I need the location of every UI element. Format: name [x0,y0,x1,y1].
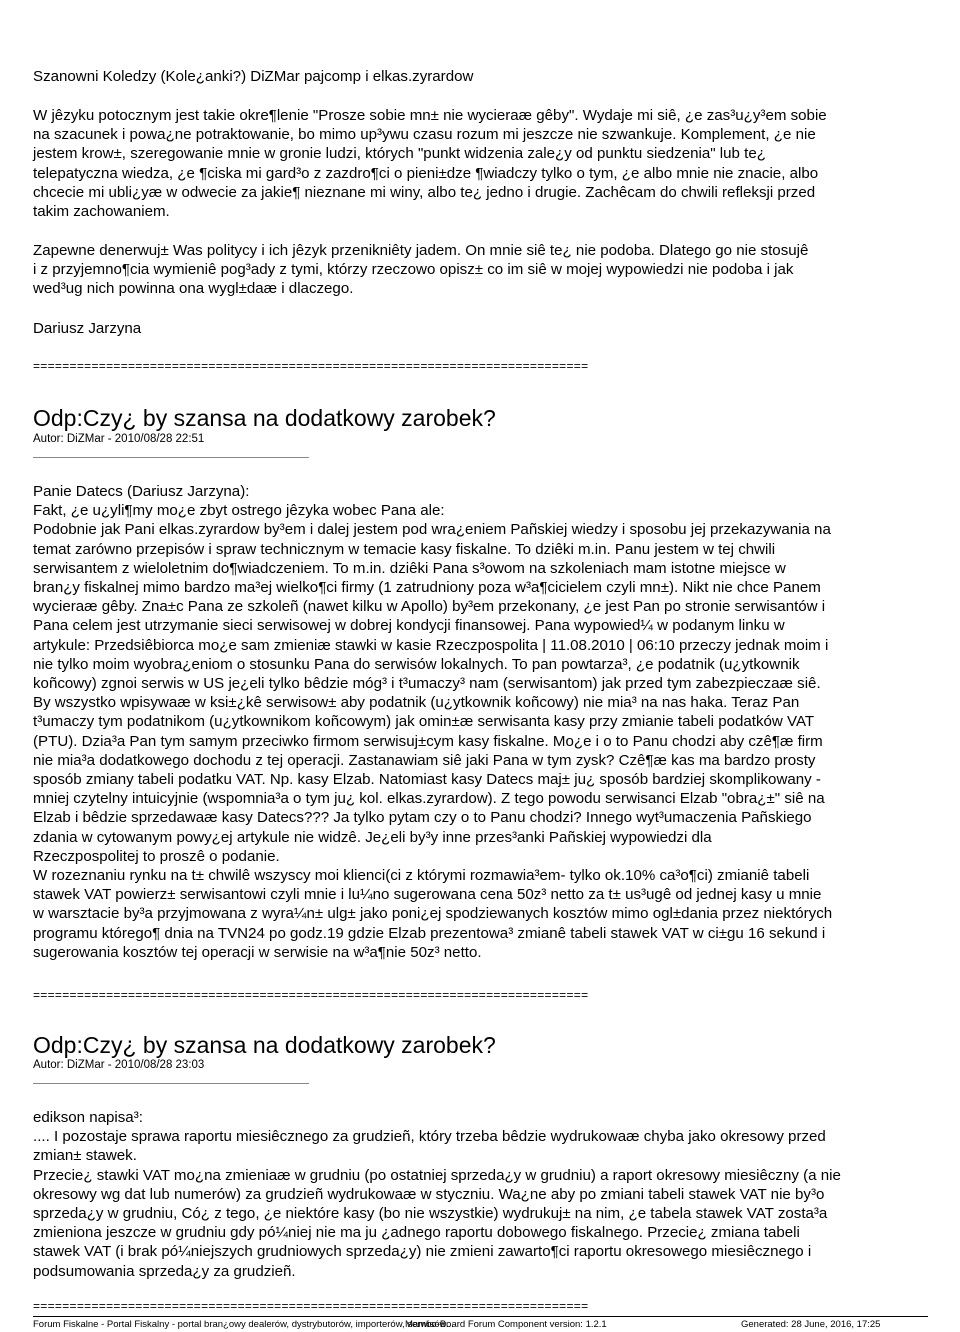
post-author-line: Autor: DiZMar - 2010/08/28 23:03 [33,1059,205,1071]
footer-component-version: Mambo-Board Forum Component version: 1.2.1 [405,1319,607,1330]
post-title: Odp:Czy¿ by szansa na dodatkowy zarobek? [33,1032,496,1058]
footer-divider [33,1316,928,1317]
separator-line: ============================================================================ [33,989,589,1001]
title-underline [33,1083,309,1084]
post-body: edikson napisa³: .... I pozostaje sprawa raportu miesiêcznego za grudzieñ, który trzeba bêdzie wydrukowaæ chyba jako okresowy przed zmian± stawek. Przecie¿ stawki VAT mo¿na zmieniaæ w grudniu (po ostatniej sprzeda¿y w grudniu) a raport okresowy miesiêczny (a nie okresowy wg dat lub numerów) za grudzieñ wydrukowaæ w styczniu. Wa¿ne aby po zmiani tabeli stawek VAT nie by³o sprzeda¿y w grudniu, Có¿ z tego, ¿e niektóre kasy (bo nie wszystkie) wydrukuj± na nim, ¿e tabela stawek VAT zosta³a zmieniona jeszcze w grudniu gdy pó¼niej nie ma ju ¿adnego raportu dobowego fiskalnego. Przecie¿ zmiana tabeli stawek VAT (i brak pó¼niejszych grudniowych sprzeda¿y) nie zmieni zawarto¶ci raportu okresowego miesiêcznego i podsumowania sprzeda¿y za grudzieñ. [33,1109,841,1280]
separator-line: ============================================================================ [33,1300,589,1312]
post-author-line: Autor: DiZMar - 2010/08/28 22:51 [33,433,205,445]
post-paragraph: Zapewne denerwuj± Was politycy i ich jêzyk przenikniêty jadem. On mnie siê te¿ nie podoba. Dlatego go nie stosujê i z przyjemno¶cia wymieniê pog³ady z tymi, którzy rzeczowo opisz± co im siê w mojej wypowiedzi nie podoba i jak wed³ug nich powinna ona wygl±daæ i dlaczego. [33,242,809,298]
separator-line: ============================================================================ [33,360,589,372]
post-paragraph: W jêzyku potocznym jest takie okre¶lenie "Prosze sobie mn± nie wycieraæ gêby". Wydaje mi siê, ¿e zas³u¿y³em sobie na szacunek i powa¿ne potraktowanie, bo mimo up³ywu czasu rozum mi jeszcze nie szwankuje. Komplement, ¿e nie jestem krow±, szeregowanie mnie w gronie ludzi, których "punkt widzenia zale¿y od punktu siedzenia" lub te¿ telepatyczna wiedza, ¿e ¶ciska mi gard³o z zazdro¶ci o pieni±dze ¶wiadczy tylko o tym, ¿e albo mnie nie znacie, albo chcecie mi ubli¿yæ w odwecie za jakie¶ nieznane mi winy, albo te¿ jedno i drugie. Zachêcam do chwili refleksji przed takim zachowaniem. [33,107,827,221]
post-body: Panie Datecs (Dariusz Jarzyna): Fakt, ¿e u¿yli¶my mo¿e zbyt ostrego jêzyka wobec Pana ale: Podobnie jak Pani elkas.zyrardow by³em i dalej jestem pod wra¿eniem Pañskiej wiedzy i sposobu jej przekazywania na temat zarówno przepisów i spraw technicznym w temacie kasy fiskalne. To dziêki m.in. Panu jestem w tej chwili serwisantem z wieloletnim do¶wiadczeniem. To m.in. dziêki Pana s³owom na szkoleniach mam istotne miejsce w bran¿y fiskalnej mimo bardzo ma³ej wielko¶ci firmy (1 zatrudniony poza w³a¶cicielem czyli mn±). Nikt nie chce Panem wycieraæ gêby. Zna±c Pana ze szkoleñ (nawet kilku w Apollo) by³em przekonany, ¿e jest Pan po stronie serwisantów i Pana celem jest utrzymanie sieci serwisowej w dobrej kondycji finansowej. Pana wypowied¼ w podanym linku w artykule: Przedsiêbiorca mo¿e sam zmieniæ stawki w kasie Rzeczpospolita | 11.08.2010 | 06:10 przeczy jednak moim i nie tylko moim wyobra¿eniom o stosunku Pana do serwisów lokalnych. To pan powtarza³, ¿e podatnik (u¿ytkownik koñcowy) zgnoi serwis w US je¿eli tylko bêdzie móg³ i t³umaczy³ nam (serwisantom) jak przed tym zabezpieczaæ siê. By wszystko wpisywaæ w ksi±¿kê serwisow± aby podatnik (u¿ytkownik koñcowy) nie mia³ na nas haka. Teraz Pan t³umaczy tym podatnikom (u¿ytkownikom koñcowym) jak omin±æ serwisanta kasy przy zmianie tabeli podatków VAT (PTU). Dzia³a Pan tym samym przeciwko firmom serwisuj±cym kasy fiskalne. Mo¿e i o to Panu chodzi aby czê¶æ firm nie mia³a dodatkowego dochodu z tej operacji. Zastanawiam siê jaki Pana w tym zysk? Czê¶æ kas ma bardzo prosty sposób zmiany tabeli podatku VAT. Np. kasy Elzab. Natomiast kasy Datecs maj± ju¿ sposób bardziej skomplikowany - mniej czytelny intuicyjnie (wspomnia³a o tym ju¿ kol. elkas.zyrardow). Z tego powodu serwisanci Elzab "obra¿±" siê na Elzab i bêdzie sprzedawaæ kasy Datecs??? Ja tylko pytam czy o to Panu chodzi? Innego wyt³umaczenia Pañskiego zdania w cytowanym powy¿ej artykule nie widzê. Je¿eli by³y inne przes³anki Pañskiej wypowiedzi dla Rzeczpospolitej to proszê o podanie. W rozeznaniu rynku na t± chwilê wszyscy moi klienci(ci z którymi rozmawia³em- tylko ok.10% ca³o¶ci) zmianiê tabeli stawek VAT powierz± serwisantowi czyli mnie i lu¼no sugerowana cena 50z³ netto za t± us³ugê od jednej kasy u mnie w warsztacie by³a przyjmowana z wyra¼n± ulg± jako poni¿ej spodziewanych kosztów mimo ogl±dania przez niektórych programu którego¶ dnia na TVN24 po godz.19 gdzie Elzab prezentowa³ zmianê tabeli stawek VAT w ci±gu 16 sekund i sugerowania kosztów tej operacji w serwisie na w³a¶nie 50z³ netto. [33,483,833,961]
post-signature: Dariusz Jarzyna [33,320,142,337]
title-underline [33,457,309,458]
footer-generated-date: Generated: 28 June, 2016, 17:25 [741,1319,881,1330]
post-greeting: Szanowni Koledzy (Kole¿anki?) DiZMar pajcomp i elkas.zyrardow [33,68,474,85]
post-title: Odp:Czy¿ by szansa na dodatkowy zarobek? [33,405,496,431]
footer-site-name: Forum Fiskalne - Portal Fiskalny - portal bran¿owy dealerów, dystrybutorów, importerów, serwisów... [33,1319,454,1330]
